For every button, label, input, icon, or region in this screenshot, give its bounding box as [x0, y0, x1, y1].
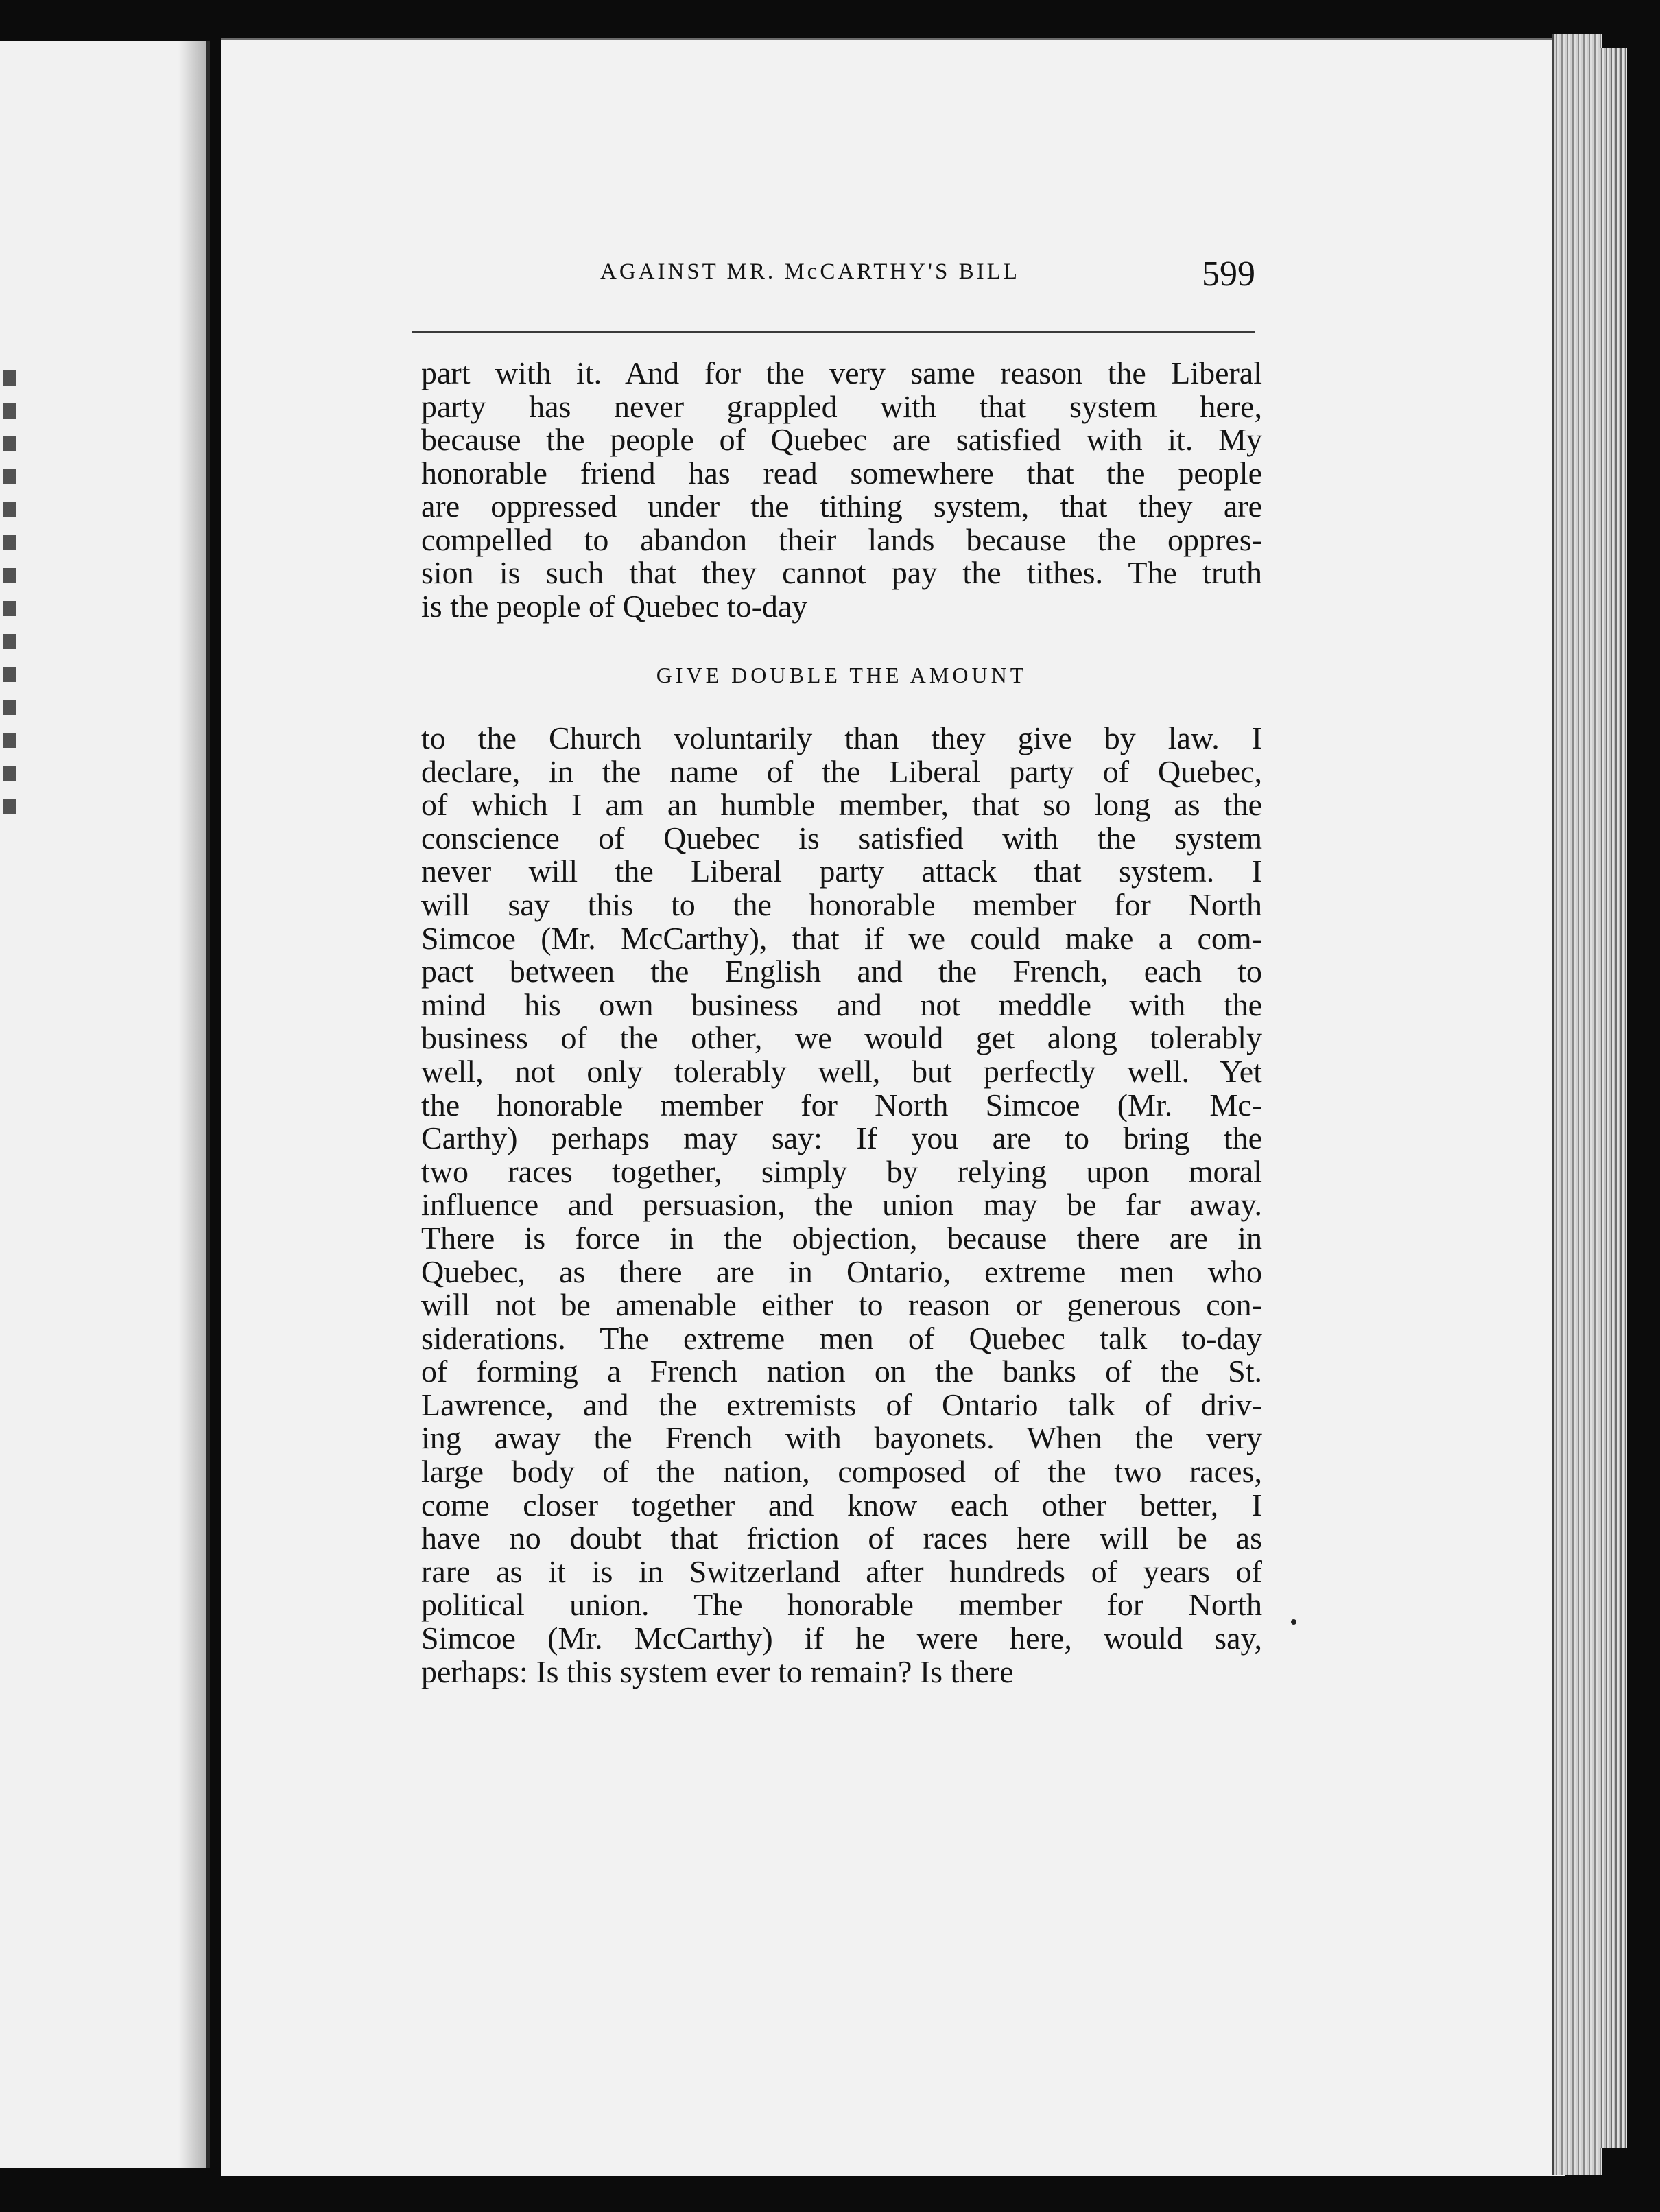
text-line: of forming a French nation on the banks of the St. — [421, 1354, 1262, 1389]
text-line: are oppressed under the tithing system, that they are — [421, 489, 1262, 523]
facing-page-edge — [0, 41, 210, 2168]
text-line: conscience of Quebec is satisfied with the system — [421, 820, 1262, 856]
text-line: Simcoe (Mr. McCarthy), that if we could make a com- — [421, 920, 1262, 956]
text-line: to the Church voluntarily than they give by law. I — [421, 720, 1262, 755]
text-line: will not be amenable either to reason or generous con- — [421, 1287, 1262, 1323]
text-line: have no doubt that friction of races here will be as — [421, 1520, 1262, 1556]
scan-speck — [1291, 1619, 1296, 1625]
text-line: come closer together and know each other better, I — [421, 1487, 1262, 1522]
text-line: pact between the English and the French, each to — [421, 954, 1262, 989]
text-line: business of the other, we would get along tolerably — [421, 1020, 1262, 1056]
text-line: is the people of Quebec to-day — [421, 588, 808, 624]
text-line: the honorable member for North Simcoe (Mr. Mc- — [421, 1087, 1262, 1122]
text-line: two races together, simply by relying upon moral — [421, 1153, 1262, 1189]
header-rule — [412, 331, 1255, 333]
text-line: Quebec, as there are in Ontario, extreme men who — [421, 1254, 1262, 1289]
page-stack-edge-outer — [1600, 48, 1627, 2148]
text-line: perhaps: Is this system ever to remain? Is there — [421, 1654, 1014, 1689]
text-line: declare, in the name of the Liberal party of Quebec, — [421, 753, 1262, 789]
text-line: honorable friend has read somewhere that the people — [421, 455, 1262, 491]
text-line: mind his own business and not meddle with the — [421, 987, 1262, 1022]
text-line: party has never grappled with that system here, — [421, 388, 1262, 424]
paragraph-1 — [421, 357, 1262, 623]
text-line: There is force in the objection, because there are in — [421, 1220, 1262, 1256]
text-line: well, not only tolerably well, but perfectly well. Yet — [421, 1053, 1262, 1089]
text-line: Lawrence, and the extremists of Ontario talk of driv- — [421, 1387, 1262, 1422]
text-line: Simcoe (Mr. McCarthy) if he were here, would say, — [421, 1621, 1262, 1656]
text-line: influence and persuasion, the union may be far away. — [421, 1187, 1262, 1223]
text-line: large body of the nation, composed of the two races, — [421, 1454, 1262, 1490]
running-head — [370, 254, 1255, 295]
gutter-shadow — [178, 41, 206, 2168]
running-title: AGAINST MR. McCARTHY'S BILL — [600, 259, 1020, 284]
text-line: never will the Liberal party attack that system. I — [421, 854, 1262, 889]
text-line: of which I am an humble member, that so long as the — [421, 787, 1262, 823]
text-line: ing away the French with bayonets. When the very — [421, 1420, 1262, 1456]
text-line: compelled to abandon their lands because the oppres- — [421, 521, 1262, 557]
text-line: will say this to the honorable member for North — [421, 886, 1262, 922]
text-line: because the people of Quebec are satisfied with it. My — [421, 422, 1262, 457]
text-line: rare as it is in Switzerland after hundreds of years of — [421, 1553, 1262, 1589]
page-number: 599 — [1202, 255, 1255, 294]
text-line: siderations. The extreme men of Quebec talk to-day — [421, 1320, 1262, 1356]
text-line: sion is such that they cannot pay the tithes. The truth — [421, 555, 1262, 590]
text-line: part with it. And for the very same reason the Liberal — [421, 355, 1262, 390]
facing-page-text-fragments — [3, 370, 16, 823]
text-line: Carthy) perhaps may say: If you are to bring the — [421, 1120, 1262, 1156]
section-subheading: GIVE DOUBLE THE AMOUNT — [656, 663, 1028, 687]
page-stack-edge — [1552, 34, 1602, 2175]
text-line: political union. The honorable member for North — [421, 1587, 1262, 1623]
paragraph-2 — [421, 722, 1262, 1689]
